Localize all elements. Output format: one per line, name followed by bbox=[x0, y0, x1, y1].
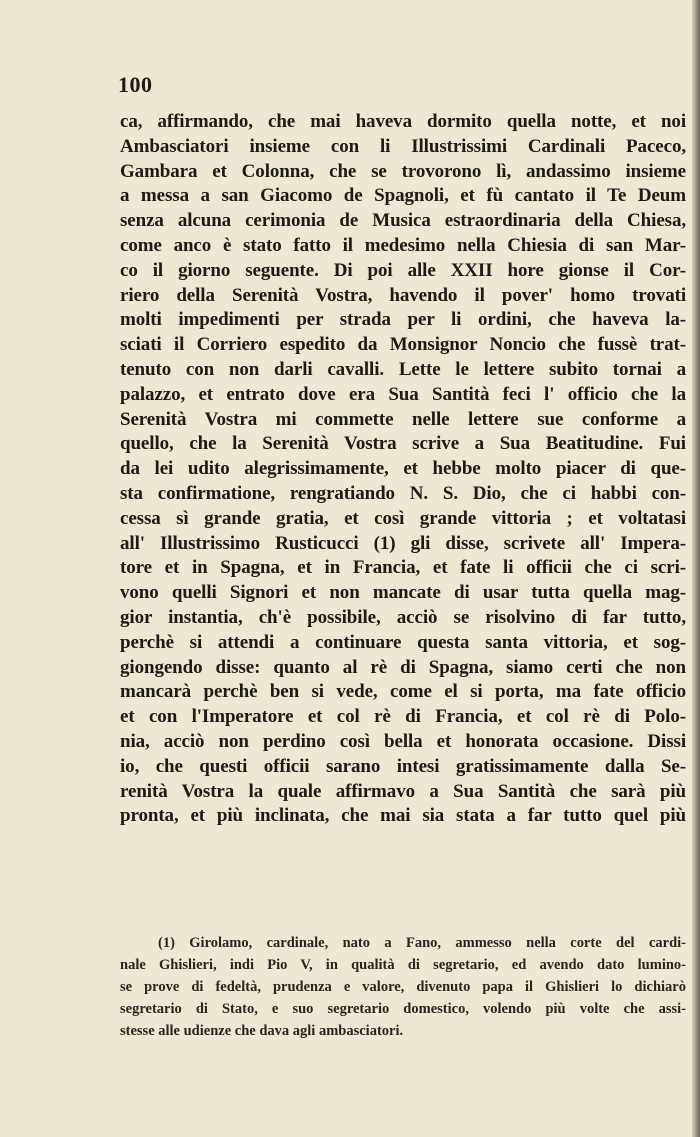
page-number: 100 bbox=[118, 72, 153, 97]
footnote-line: nale Ghislieri, indi Pio V, in qualità di segretario, ed avendo dato lumino- bbox=[120, 957, 686, 973]
text-line: Gambara et Colonna, che se trovorono lì, andassimo insieme bbox=[120, 160, 686, 182]
text-line: renità Vostra la quale affirmavo a Sua Santità che sarà più bbox=[120, 780, 686, 802]
footnote-line: segretario di Stato, e suo segretario domestico, volendo più volte che assi- bbox=[120, 1001, 686, 1017]
text-line: sta confirmatione, rengratiando N. S. Dio, che ci habbi con- bbox=[120, 482, 686, 504]
text-line: palazzo, et entrato dove era Sua Santità feci l' officio che la bbox=[120, 383, 686, 405]
text-line: da lei udito alegrissimamente, et hebbe molto piacer di que- bbox=[120, 458, 686, 480]
text-line: molti impedimenti per strada per li ordini, che haveva la- bbox=[120, 309, 686, 331]
text-line: tenuto con non darli cavalli. Lette le lettere subito tornai a bbox=[120, 358, 686, 380]
text-line: come anco è stato fatto il medesimo nella Chiesia di san Mar- bbox=[120, 234, 686, 256]
page-edge-shadow bbox=[692, 0, 700, 1137]
text-line: cessa sì grande gratia, et così grande vittoria ; et voltatasi bbox=[120, 507, 686, 529]
text-line: gior instantia, ch'è possibile, acciò se risolvino di far tutto, bbox=[120, 606, 686, 628]
text-line: co il giorno seguente. Di poi alle XXII hore gionse il Cor- bbox=[120, 259, 686, 281]
footnote-line: stesse alle udienze che dava agli ambasciatori. bbox=[120, 1023, 404, 1039]
text-line: vono quelli Signori et non mancate di usar tutta quella mag- bbox=[120, 582, 686, 604]
text-line: pronta, et più inclinata, che mai sia stata a far tutto quel più bbox=[120, 805, 686, 827]
text-line: Ambasciatori insieme con li Illustrissimi Cardinali Paceco, bbox=[120, 135, 686, 157]
text-line: Serenità Vostra mi commette nelle lettere sue conforme a bbox=[120, 408, 686, 430]
text-line: quello, che la Serenità Vostra scrive a Sua Beatitudine. Fui bbox=[120, 433, 686, 455]
text-line: tore et in Spagna, et in Francia, et fate li officii che ci scri- bbox=[120, 557, 686, 579]
footnote-line: se prove di fedeltà, prudenza e valore, divenuto papa il Ghislieri lo dichiarò bbox=[120, 979, 686, 995]
text-line: giongendo disse: quanto al rè di Spagna, siamo certi che non bbox=[120, 656, 686, 678]
text-line: io, che questi officii sarano intesi gratissimamente dalla Se- bbox=[120, 755, 686, 777]
main-text-block bbox=[120, 110, 686, 829]
text-line: ca, affirmando, che mai haveva dormito quella notte, et noi bbox=[120, 111, 686, 132]
text-line: perchè si attendi a continuare questa santa vittoria, et sog- bbox=[120, 631, 686, 653]
text-line: senza alcuna cerimonia de Musica estraordinaria della Chiesa, bbox=[120, 210, 686, 232]
text-line: et con l'Imperatore et col rè di Francia, et col rè di Polo- bbox=[120, 706, 686, 728]
footnote bbox=[120, 932, 686, 1042]
text-line: riero della Serenità Vostra, havendo il pover' homo trovati bbox=[120, 284, 686, 306]
text-line: mancarà perchè ben si vede, come el si porta, ma fate officio bbox=[120, 681, 686, 703]
text-line: nia, acciò non perdino così bella et honorata occasione. Dissi bbox=[120, 730, 686, 752]
text-line: a messa a san Giacomo de Spagnoli, et fù cantato il Te Deum bbox=[120, 185, 686, 207]
text-line: sciati il Corriero espedito da Monsignor Noncio che fussè trat- bbox=[120, 334, 686, 356]
footnote-line: (1) Girolamo, cardinale, nato a Fano, ammesso nella corte del cardi- bbox=[158, 935, 686, 951]
text-line: all' Illustrissimo Rusticucci (1) gli disse, scrivete all' Impera- bbox=[120, 532, 686, 554]
